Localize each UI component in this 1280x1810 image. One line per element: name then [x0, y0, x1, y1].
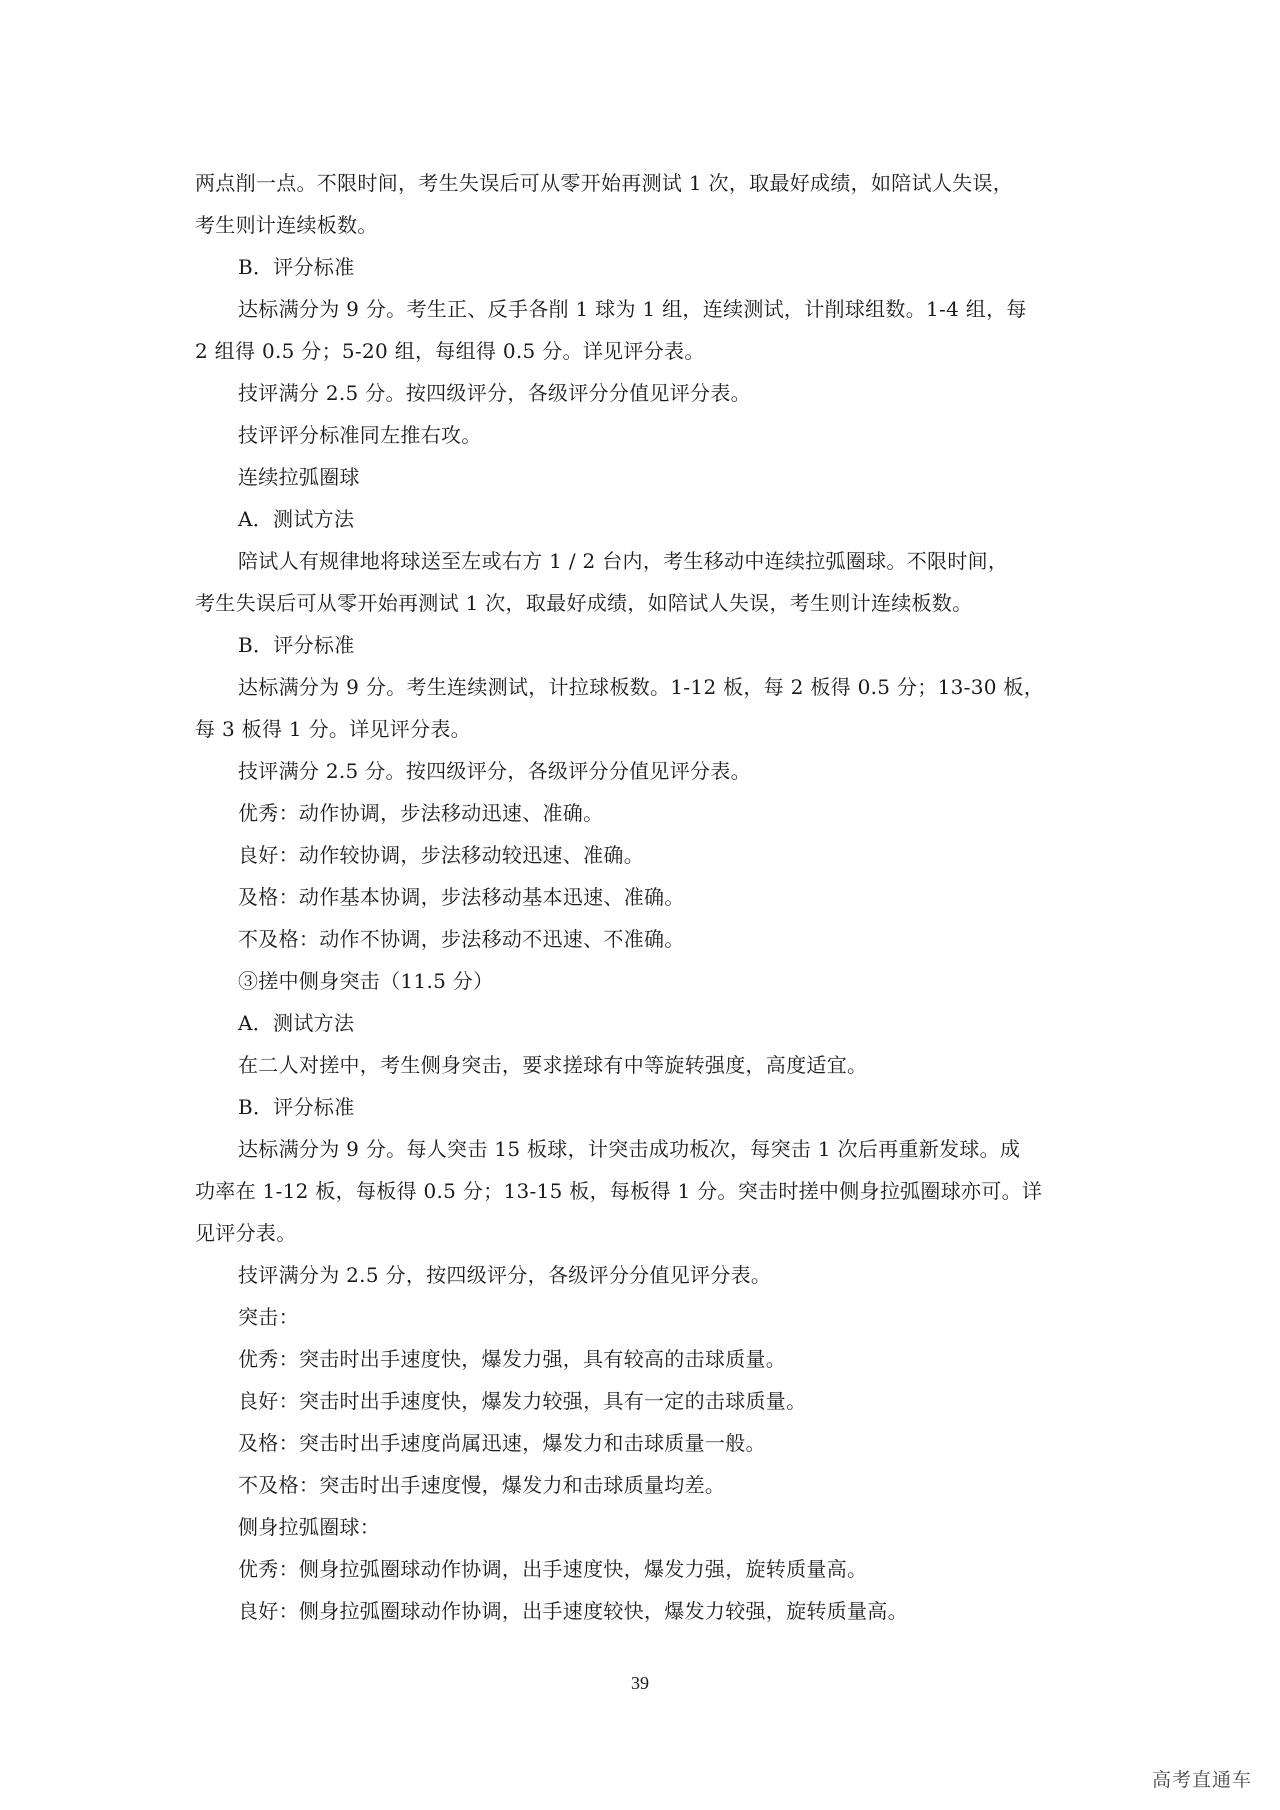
text-line: B．评分标准	[238, 1095, 355, 1119]
page-number: 39	[631, 1673, 649, 1693]
text-line: A．测试方法	[238, 1011, 355, 1035]
text-line: 每 3 板得 1 分。详见评分表。	[195, 717, 471, 741]
text-line: B．评分标准	[238, 255, 355, 279]
text-line: 技评满分为 2.5 分，按四级评分，各级评分分值见评分表。	[238, 1263, 772, 1287]
text-line: 考生则计连续板数。	[195, 213, 378, 237]
text-line: 在二人对搓中，考生侧身突击，要求搓球有中等旋转强度，高度适宜。	[238, 1053, 868, 1077]
text-line: 技评满分 2.5 分。按四级评分，各级评分分值见评分表。	[238, 381, 751, 405]
text-line: 考生失误后可从零开始再测试 1 次，取最好成绩，如陪试人失误，考生则计连续板数。	[195, 591, 973, 615]
text-line: 不及格：突击时出手速度慢，爆发力和击球质量均差。	[238, 1473, 726, 1497]
text-line: 优秀：侧身拉弧圈球动作协调，出手速度快，爆发力强，旋转质量高。	[238, 1557, 868, 1581]
text-line: 优秀：动作协调，步法移动迅速、准确。	[238, 801, 604, 825]
text-line: 技评满分 2.5 分。按四级评分，各级评分分值见评分表。	[238, 759, 751, 783]
text-line: 良好：突击时出手速度快，爆发力较强，具有一定的击球质量。	[238, 1389, 807, 1413]
text-line: 见评分表。	[195, 1221, 297, 1245]
text-line: ③搓中侧身突击（11.5 分）	[238, 969, 494, 993]
text-line: 陪试人有规律地将球送至左或右方 1 / 2 台内，考生移动中连续拉弧圈球。不限时间，	[238, 549, 1009, 573]
text-line: 功率在 1-12 板，每板得 0.5 分；13-15 板，每板得 1 分。突击时搓中侧身拉弧圈球亦可。详	[195, 1179, 1043, 1203]
document-body	[195, 162, 1100, 1632]
text-line: 良好：动作较协调，步法移动较迅速、准确。	[238, 843, 644, 867]
text-line: 达标满分为 9 分。考生正、反手各削 1 球为 1 组，连续测试，计削球组数。1-4 组，每	[238, 297, 1027, 321]
text-line: 侧身拉弧圈球：	[238, 1515, 381, 1539]
watermark: 高考直通车	[1151, 1769, 1252, 1791]
text-line: 达标满分为 9 分。考生连续测试，计拉球板数。1-12 板，每 2 板得 0.5 分；13-30 板，	[238, 675, 1045, 699]
text-line: 良好：侧身拉弧圈球动作协调，出手速度较快，爆发力较强，旋转质量高。	[238, 1599, 908, 1623]
text-line: B．评分标准	[238, 633, 355, 657]
text-line: 及格：动作基本协调，步法移动基本迅速、准确。	[238, 885, 685, 909]
text-line: 突击：	[238, 1305, 299, 1329]
text-line: A．测试方法	[238, 507, 355, 531]
text-line: 2 组得 0.5 分；5-20 组，每组得 0.5 分。详见评分表。	[195, 339, 705, 363]
text-line: 及格：突击时出手速度尚属迅速，爆发力和击球质量一般。	[238, 1431, 766, 1455]
text-line: 不及格：动作不协调，步法移动不迅速、不准确。	[238, 927, 685, 951]
text-line: 优秀：突击时出手速度快，爆发力强，具有较高的击球质量。	[238, 1347, 787, 1371]
text-line: 达标满分为 9 分。每人突击 15 板球，计突击成功板次，每突击 1 次后再重新发球。成	[238, 1137, 1021, 1161]
text-line: 两点削一点。不限时间，考生失误后可从零开始再测试 1 次，取最好成绩，如陪试人失误，	[195, 171, 1014, 195]
text-line: 技评评分标准同左推右攻。	[238, 423, 482, 447]
text-line: 连续拉弧圈球	[238, 465, 360, 489]
